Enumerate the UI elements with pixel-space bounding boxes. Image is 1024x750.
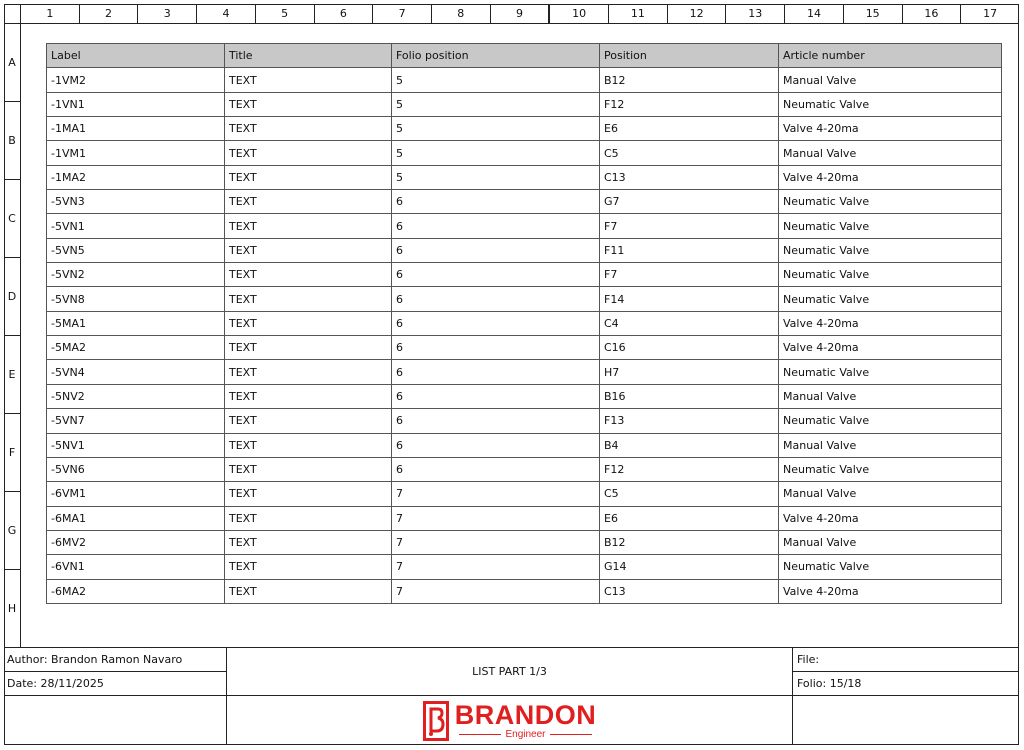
column-ruler-cell: 17 bbox=[960, 4, 1019, 23]
row-ruler-cell: F bbox=[4, 413, 20, 491]
column-ruler-cell: 3 bbox=[137, 4, 196, 23]
table-cell: 5 bbox=[392, 117, 600, 141]
column-ruler-cell: 1 bbox=[46, 7, 54, 20]
table-cell: Neumatic Valve bbox=[779, 263, 1002, 287]
table-cell: F12 bbox=[600, 92, 779, 116]
table-cell: Neumatic Valve bbox=[779, 555, 1002, 579]
row-ruler-cell: A bbox=[8, 56, 16, 69]
row-ruler-cell: D bbox=[4, 257, 20, 335]
table-cell: 5 bbox=[392, 92, 600, 116]
row-ruler-cell: H bbox=[4, 569, 20, 647]
column-ruler-cell: 11 bbox=[608, 4, 667, 23]
table-cell: 6 bbox=[392, 433, 600, 457]
column-ruler-cell: 9 bbox=[490, 4, 549, 23]
row-ruler-cell: G bbox=[4, 491, 20, 569]
table-cell: 7 bbox=[392, 555, 600, 579]
table-cell: B16 bbox=[600, 384, 779, 408]
table-cell: H7 bbox=[600, 360, 779, 384]
table-cell: -1VM1 bbox=[47, 141, 225, 165]
column-ruler-cell: 16 bbox=[902, 4, 961, 23]
table-row bbox=[47, 530, 1002, 554]
column-ruler-cell: 13 bbox=[725, 4, 784, 23]
table-cell: F14 bbox=[600, 287, 779, 311]
table-cell: 7 bbox=[392, 579, 600, 603]
table-cell: TEXT bbox=[225, 457, 392, 481]
row-ruler-cell: E bbox=[4, 335, 20, 413]
table-cell: -5MA1 bbox=[47, 311, 225, 335]
table-cell: Manual Valve bbox=[779, 68, 1002, 92]
table-row bbox=[47, 336, 1002, 360]
table-cell: -6VN1 bbox=[47, 555, 225, 579]
table-row bbox=[47, 214, 1002, 238]
table-cell: C5 bbox=[600, 482, 779, 506]
table-cell: 6 bbox=[392, 238, 600, 262]
column-ruler-cell: 7 bbox=[372, 4, 431, 23]
logo-cell bbox=[226, 696, 793, 745]
table-cell: TEXT bbox=[225, 165, 392, 189]
table-cell: TEXT bbox=[225, 190, 392, 214]
table-cell: Manual Valve bbox=[779, 433, 1002, 457]
brand-logo bbox=[423, 701, 597, 741]
table-row bbox=[47, 311, 1002, 335]
table-cell: -5VN1 bbox=[47, 214, 225, 238]
table-cell: TEXT bbox=[225, 360, 392, 384]
table-cell: Neumatic Valve bbox=[779, 214, 1002, 238]
table-cell: Neumatic Valve bbox=[779, 190, 1002, 214]
table-cell: TEXT bbox=[225, 214, 392, 238]
table-cell: -5MA2 bbox=[47, 336, 225, 360]
table-row bbox=[47, 457, 1002, 481]
table-cell: -6MA1 bbox=[47, 506, 225, 530]
table-cell: G14 bbox=[600, 555, 779, 579]
table-cell: 6 bbox=[392, 409, 600, 433]
table-cell: C5 bbox=[600, 141, 779, 165]
table-cell: -6VM1 bbox=[47, 482, 225, 506]
table-cell: Neumatic Valve bbox=[779, 92, 1002, 116]
table-cell: Neumatic Valve bbox=[779, 287, 1002, 311]
column-header: Position bbox=[600, 44, 779, 68]
table-cell: 6 bbox=[392, 287, 600, 311]
row-ruler-cell: B bbox=[4, 101, 20, 179]
column-ruler-cell: 5 bbox=[255, 4, 314, 23]
column-ruler-cell: 8 bbox=[431, 4, 490, 23]
brand-logo-sub: Engineer bbox=[505, 728, 546, 740]
brand-logo-subtitle bbox=[459, 730, 591, 740]
title-block-empty-left bbox=[4, 696, 226, 745]
table-row bbox=[47, 360, 1002, 384]
table-cell: TEXT bbox=[225, 263, 392, 287]
table-cell: 6 bbox=[392, 190, 600, 214]
row-ruler-cell: C bbox=[4, 179, 20, 257]
table-cell: B4 bbox=[600, 433, 779, 457]
table-cell: Valve 4-20ma bbox=[779, 579, 1002, 603]
table-cell: 6 bbox=[392, 263, 600, 287]
table-row bbox=[47, 409, 1002, 433]
column-ruler-cell: 6 bbox=[314, 4, 373, 23]
table-cell: C4 bbox=[600, 311, 779, 335]
table-cell: 6 bbox=[392, 457, 600, 481]
column-ruler-cell: 15 bbox=[843, 4, 902, 23]
table-header-row bbox=[47, 44, 1002, 68]
table-cell: TEXT bbox=[225, 409, 392, 433]
table-cell: Manual Valve bbox=[779, 141, 1002, 165]
column-header: Article number bbox=[779, 44, 1002, 68]
table-cell: 7 bbox=[392, 530, 600, 554]
table-cell: Neumatic Valve bbox=[779, 457, 1002, 481]
table-cell: TEXT bbox=[225, 506, 392, 530]
table-cell: Manual Valve bbox=[779, 384, 1002, 408]
table-cell: C13 bbox=[600, 579, 779, 603]
table-row bbox=[47, 238, 1002, 262]
table-cell: C13 bbox=[600, 165, 779, 189]
title-block-empty-right bbox=[793, 696, 1019, 745]
table-cell: E6 bbox=[600, 506, 779, 530]
column-ruler bbox=[21, 4, 1019, 24]
table-cell: -5VN7 bbox=[47, 409, 225, 433]
table-cell: 5 bbox=[392, 141, 600, 165]
table-cell: TEXT bbox=[225, 579, 392, 603]
brand-logo-icon bbox=[423, 701, 449, 741]
table-cell: TEXT bbox=[225, 482, 392, 506]
column-ruler-cell: 4 bbox=[196, 4, 255, 23]
table-cell: TEXT bbox=[225, 68, 392, 92]
column-ruler-cell: 12 bbox=[667, 4, 726, 23]
table-cell: Neumatic Valve bbox=[779, 360, 1002, 384]
table-cell: Valve 4-20ma bbox=[779, 165, 1002, 189]
column-ruler-cell: 2 bbox=[79, 4, 138, 23]
table-row bbox=[47, 141, 1002, 165]
table-row bbox=[47, 287, 1002, 311]
component-list-table bbox=[46, 43, 1002, 604]
table-cell: G7 bbox=[600, 190, 779, 214]
table-row bbox=[47, 117, 1002, 141]
table-cell: B12 bbox=[600, 530, 779, 554]
table-cell: -1VN1 bbox=[47, 92, 225, 116]
table-cell: -5VN5 bbox=[47, 238, 225, 262]
column-ruler-cell: 10 bbox=[548, 4, 608, 23]
column-header: Label bbox=[47, 44, 225, 68]
table-cell: F13 bbox=[600, 409, 779, 433]
table-cell: TEXT bbox=[225, 92, 392, 116]
table-cell: F12 bbox=[600, 457, 779, 481]
table-row bbox=[47, 506, 1002, 530]
table-row bbox=[47, 433, 1002, 457]
table-cell: Manual Valve bbox=[779, 482, 1002, 506]
table-cell: B12 bbox=[600, 68, 779, 92]
table-cell: -1VM2 bbox=[47, 68, 225, 92]
table-cell: 6 bbox=[392, 360, 600, 384]
table-cell: -6MV2 bbox=[47, 530, 225, 554]
table-cell: TEXT bbox=[225, 287, 392, 311]
table-cell: Valve 4-20ma bbox=[779, 336, 1002, 360]
table-cell: -5NV1 bbox=[47, 433, 225, 457]
table-cell: TEXT bbox=[225, 336, 392, 360]
date-field: Date: 28/11/2025 bbox=[4, 672, 226, 696]
row-ruler bbox=[4, 24, 21, 647]
table-cell: E6 bbox=[600, 117, 779, 141]
table-cell: -1MA1 bbox=[47, 117, 225, 141]
table-cell: 6 bbox=[392, 384, 600, 408]
table-cell: 6 bbox=[392, 336, 600, 360]
table-cell: TEXT bbox=[225, 530, 392, 554]
table-cell: Neumatic Valve bbox=[779, 409, 1002, 433]
table-cell: F7 bbox=[600, 263, 779, 287]
table-row bbox=[47, 384, 1002, 408]
table-row bbox=[47, 190, 1002, 214]
table-row bbox=[47, 263, 1002, 287]
table-cell: TEXT bbox=[225, 117, 392, 141]
table-cell: F7 bbox=[600, 214, 779, 238]
table-cell: Valve 4-20ma bbox=[779, 117, 1002, 141]
title-block bbox=[4, 647, 1019, 745]
table-cell: Valve 4-20ma bbox=[779, 311, 1002, 335]
table-cell: -5VN4 bbox=[47, 360, 225, 384]
table-cell: -5VN6 bbox=[47, 457, 225, 481]
table-row bbox=[47, 68, 1002, 92]
table-cell: TEXT bbox=[225, 238, 392, 262]
folio-field: Folio: 15/18 bbox=[793, 672, 1019, 696]
table-cell: -5VN3 bbox=[47, 190, 225, 214]
table-cell: -6MA2 bbox=[47, 579, 225, 603]
table-cell: 5 bbox=[392, 68, 600, 92]
table-cell: TEXT bbox=[225, 141, 392, 165]
table-cell: F11 bbox=[600, 238, 779, 262]
column-header: Title bbox=[225, 44, 392, 68]
table-cell: -1MA2 bbox=[47, 165, 225, 189]
table-cell: Neumatic Valve bbox=[779, 238, 1002, 262]
table-cell: TEXT bbox=[225, 433, 392, 457]
table-cell: Valve 4-20ma bbox=[779, 506, 1002, 530]
table-cell: 7 bbox=[392, 506, 600, 530]
table-cell: 5 bbox=[392, 165, 600, 189]
table-cell: -5VN8 bbox=[47, 287, 225, 311]
table-cell: C16 bbox=[600, 336, 779, 360]
table-cell: TEXT bbox=[225, 384, 392, 408]
brand-logo-word: BRANDON bbox=[454, 699, 597, 730]
table-cell: Manual Valve bbox=[779, 530, 1002, 554]
table-row bbox=[47, 92, 1002, 116]
table-row bbox=[47, 579, 1002, 603]
column-header: Folio position bbox=[392, 44, 600, 68]
table-cell: TEXT bbox=[225, 311, 392, 335]
file-field: File: bbox=[793, 648, 1019, 672]
table-cell: -5NV2 bbox=[47, 384, 225, 408]
column-ruler-cell: 14 bbox=[784, 4, 843, 23]
table-cell: 6 bbox=[392, 311, 600, 335]
table-cell: 6 bbox=[392, 214, 600, 238]
table-cell: 7 bbox=[392, 482, 600, 506]
author-field: Author: Brandon Ramon Navaro bbox=[4, 648, 226, 672]
table-cell: TEXT bbox=[225, 555, 392, 579]
list-title: LIST PART 1/3 bbox=[226, 648, 793, 696]
ruler-corner bbox=[4, 4, 21, 24]
table-cell: -5VN2 bbox=[47, 263, 225, 287]
table-row bbox=[47, 482, 1002, 506]
table-row bbox=[47, 555, 1002, 579]
table-row bbox=[47, 165, 1002, 189]
